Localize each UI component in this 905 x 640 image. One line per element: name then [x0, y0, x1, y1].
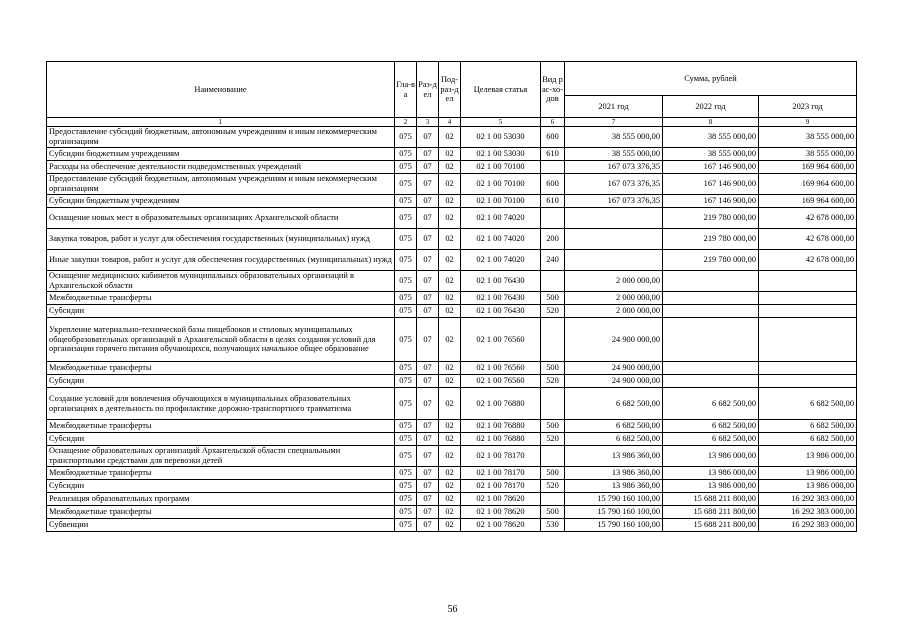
row-amount-2021: 6 682 500,00	[565, 420, 663, 433]
row-target-article: 02 1 00 76560	[461, 318, 541, 362]
row-subsection: 02	[439, 271, 461, 292]
table-row	[47, 519, 857, 532]
row-name: Субсидии бюджетным учреждениям	[47, 195, 395, 208]
row-name: Расходы на обеспечение деятельности подведомственных учреждений	[47, 161, 395, 174]
row-name: Субвенции	[47, 519, 395, 532]
row-amount-2022: 219 780 000,00	[663, 208, 759, 229]
row-target-article: 02 1 00 70100	[461, 174, 541, 195]
row-subsection: 02	[439, 305, 461, 318]
row-amount-2021: 24 900 000,00	[565, 318, 663, 362]
row-subsection: 02	[439, 375, 461, 388]
row-amount-2022	[663, 318, 759, 362]
row-name: Межбюджетные трансферты	[47, 420, 395, 433]
row-subsection: 02	[439, 208, 461, 229]
row-amount-2021: 38 555 000,00	[565, 148, 663, 161]
row-chapter: 075	[395, 250, 417, 271]
row-subsection: 02	[439, 161, 461, 174]
row-section: 07	[417, 318, 439, 362]
row-target-article: 02 1 00 53030	[461, 148, 541, 161]
row-subsection: 02	[439, 292, 461, 305]
table-row	[47, 250, 857, 271]
row-target-article: 02 1 00 74020	[461, 229, 541, 250]
row-target-article: 02 1 00 78620	[461, 506, 541, 519]
row-subsection: 02	[439, 446, 461, 467]
row-name: Межбюджетные трансферты	[47, 292, 395, 305]
row-amount-2023	[759, 362, 857, 375]
row-amount-2023: 6 682 500,00	[759, 420, 857, 433]
header-chapter: Гла-ва	[395, 62, 417, 118]
row-chapter: 075	[395, 362, 417, 375]
row-amount-2022: 13 986 000,00	[663, 480, 759, 493]
row-amount-2023: 169 964 600,00	[759, 161, 857, 174]
row-amount-2023	[759, 318, 857, 362]
row-amount-2022: 219 780 000,00	[663, 229, 759, 250]
row-amount-2021	[565, 208, 663, 229]
row-expense-type	[541, 388, 565, 420]
table-row	[47, 127, 857, 148]
row-amount-2022: 38 555 000,00	[663, 148, 759, 161]
row-chapter: 075	[395, 174, 417, 195]
row-expense-type: 200	[541, 229, 565, 250]
row-expense-type: 500	[541, 467, 565, 480]
row-section: 07	[417, 433, 439, 446]
column-number: 7	[565, 118, 663, 127]
row-amount-2022	[663, 292, 759, 305]
row-amount-2021: 2 000 000,00	[565, 271, 663, 292]
row-expense-type: 610	[541, 195, 565, 208]
table-row	[47, 195, 857, 208]
table-row	[47, 305, 857, 318]
row-chapter: 075	[395, 480, 417, 493]
row-amount-2022: 167 146 900,00	[663, 195, 759, 208]
row-section: 07	[417, 229, 439, 250]
row-chapter: 075	[395, 305, 417, 318]
column-number: 3	[417, 118, 439, 127]
row-chapter: 075	[395, 420, 417, 433]
row-subsection: 02	[439, 433, 461, 446]
row-section: 07	[417, 467, 439, 480]
row-target-article: 02 1 00 78170	[461, 467, 541, 480]
row-target-article: 02 1 00 76560	[461, 375, 541, 388]
header-sum: Сумма, рублей	[565, 62, 857, 96]
row-amount-2023: 42 678 000,00	[759, 208, 857, 229]
row-amount-2021: 6 682 500,00	[565, 433, 663, 446]
row-target-article: 02 1 00 78620	[461, 493, 541, 506]
row-section: 07	[417, 506, 439, 519]
row-name: Создание условий для вовлечения обучающихся в муниципальных образовательных организациях в деятельность по профилактике дорожно-транспортного травматизма	[47, 388, 395, 420]
table-row	[47, 271, 857, 292]
row-chapter: 075	[395, 375, 417, 388]
row-chapter: 075	[395, 148, 417, 161]
row-section: 07	[417, 362, 439, 375]
row-amount-2021: 167 073 376,35	[565, 174, 663, 195]
row-expense-type: 600	[541, 174, 565, 195]
row-section: 07	[417, 292, 439, 305]
row-chapter: 075	[395, 506, 417, 519]
table-row	[47, 208, 857, 229]
row-target-article: 02 1 00 53030	[461, 127, 541, 148]
row-name: Закупка товаров, работ и услуг для обеспечения государственных (муниципальных) нужд	[47, 229, 395, 250]
row-expense-type: 520	[541, 480, 565, 493]
row-name: Субсидии бюджетным учреждениям	[47, 148, 395, 161]
header-2022: 2022 год	[663, 96, 759, 118]
row-chapter: 075	[395, 229, 417, 250]
table-row	[47, 375, 857, 388]
row-amount-2023: 16 292 383 000,00	[759, 506, 857, 519]
row-amount-2022	[663, 375, 759, 388]
row-expense-type: 520	[541, 433, 565, 446]
row-amount-2023: 16 292 383 000,00	[759, 519, 857, 532]
row-subsection: 02	[439, 148, 461, 161]
table-row	[47, 506, 857, 519]
row-expense-type: 530	[541, 519, 565, 532]
row-target-article: 02 1 00 76880	[461, 388, 541, 420]
row-amount-2022: 15 688 211 800,00	[663, 519, 759, 532]
table-row	[47, 148, 857, 161]
row-subsection: 02	[439, 388, 461, 420]
table-row	[47, 480, 857, 493]
row-name: Оснащение новых мест в образовательных организациях Архангельской области	[47, 208, 395, 229]
row-amount-2023: 13 986 000,00	[759, 446, 857, 467]
row-amount-2022: 167 146 900,00	[663, 161, 759, 174]
row-amount-2023: 169 964 600,00	[759, 195, 857, 208]
row-amount-2023	[759, 375, 857, 388]
row-section: 07	[417, 250, 439, 271]
column-number: 4	[439, 118, 461, 127]
table-row	[47, 467, 857, 480]
row-chapter: 075	[395, 271, 417, 292]
row-target-article: 02 1 00 76880	[461, 433, 541, 446]
header-name: Наименование	[47, 62, 395, 118]
row-section: 07	[417, 480, 439, 493]
row-amount-2021	[565, 250, 663, 271]
row-name: Межбюджетные трансферты	[47, 506, 395, 519]
row-expense-type	[541, 271, 565, 292]
row-chapter: 075	[395, 318, 417, 362]
row-expense-type	[541, 318, 565, 362]
row-target-article: 02 1 00 70100	[461, 195, 541, 208]
row-expense-type: 600	[541, 127, 565, 148]
row-amount-2022: 13 986 000,00	[663, 446, 759, 467]
row-name: Субсидии	[47, 480, 395, 493]
table-body	[47, 127, 857, 532]
header-subsection: Под-раз-дел	[439, 62, 461, 118]
row-amount-2023: 13 986 000,00	[759, 467, 857, 480]
row-name: Субсидии	[47, 305, 395, 318]
row-name: Иные закупки товаров, работ и услуг для обеспечения государственных (муниципальных) нужд	[47, 250, 395, 271]
row-target-article: 02 1 00 74020	[461, 250, 541, 271]
row-section: 07	[417, 305, 439, 318]
row-amount-2021: 24 900 000,00	[565, 362, 663, 375]
column-number: 5	[461, 118, 541, 127]
table-row	[47, 493, 857, 506]
row-chapter: 075	[395, 467, 417, 480]
row-amount-2022: 38 555 000,00	[663, 127, 759, 148]
row-expense-type	[541, 446, 565, 467]
row-name: Предоставление субсидий бюджетным, автономным учреждениям и иным некоммерческим организациям	[47, 174, 395, 195]
row-section: 07	[417, 161, 439, 174]
row-subsection: 02	[439, 506, 461, 519]
header-target: Целевая статья	[461, 62, 541, 118]
row-amount-2021: 6 682 500,00	[565, 388, 663, 420]
table-row	[47, 318, 857, 362]
row-name: Предоставление субсидий бюджетным, автономным учреждениям и иным некоммерческим организациям	[47, 127, 395, 148]
header-2021: 2021 год	[565, 96, 663, 118]
row-amount-2021: 38 555 000,00	[565, 127, 663, 148]
row-amount-2021: 13 986 360,00	[565, 467, 663, 480]
row-subsection: 02	[439, 318, 461, 362]
table-row	[47, 388, 857, 420]
row-amount-2023: 169 964 600,00	[759, 174, 857, 195]
table-row	[47, 362, 857, 375]
column-number: 6	[541, 118, 565, 127]
row-amount-2023: 42 678 000,00	[759, 250, 857, 271]
row-name: Оснащение медицинских кабинетов муниципальных образовательных организаций в Архангельской области	[47, 271, 395, 292]
row-section: 07	[417, 493, 439, 506]
row-subsection: 02	[439, 250, 461, 271]
row-amount-2023: 38 555 000,00	[759, 127, 857, 148]
column-number: 1	[47, 118, 395, 127]
row-expense-type	[541, 493, 565, 506]
column-number: 9	[759, 118, 857, 127]
row-chapter: 075	[395, 161, 417, 174]
row-expense-type: 610	[541, 148, 565, 161]
row-target-article: 02 1 00 78170	[461, 480, 541, 493]
row-subsection: 02	[439, 420, 461, 433]
row-amount-2021: 13 986 360,00	[565, 480, 663, 493]
row-amount-2021	[565, 229, 663, 250]
row-target-article: 02 1 00 76430	[461, 271, 541, 292]
row-amount-2021: 2 000 000,00	[565, 292, 663, 305]
header-expense-type: Вид рас-хо-дов	[541, 62, 565, 118]
row-amount-2022	[663, 271, 759, 292]
row-amount-2022: 6 682 500,00	[663, 433, 759, 446]
row-subsection: 02	[439, 229, 461, 250]
row-amount-2022: 6 682 500,00	[663, 420, 759, 433]
row-chapter: 075	[395, 493, 417, 506]
table-row	[47, 446, 857, 467]
row-amount-2023	[759, 271, 857, 292]
row-expense-type: 500	[541, 506, 565, 519]
row-amount-2022	[663, 362, 759, 375]
row-amount-2023: 13 986 000,00	[759, 480, 857, 493]
row-target-article: 02 1 00 76560	[461, 362, 541, 375]
row-target-article: 02 1 00 78170	[461, 446, 541, 467]
row-amount-2022: 219 780 000,00	[663, 250, 759, 271]
column-number: 8	[663, 118, 759, 127]
row-name: Межбюджетные трансферты	[47, 467, 395, 480]
row-name: Оснащение образовательных организаций Архангельской области специальными транспортными средствами для перевозки детей	[47, 446, 395, 467]
row-amount-2023: 42 678 000,00	[759, 229, 857, 250]
column-number: 2	[395, 118, 417, 127]
row-section: 07	[417, 519, 439, 532]
row-chapter: 075	[395, 292, 417, 305]
table-row	[47, 292, 857, 305]
row-amount-2022: 15 688 211 800,00	[663, 493, 759, 506]
row-expense-type: 240	[541, 250, 565, 271]
row-expense-type: 520	[541, 375, 565, 388]
column-numbers-row	[47, 118, 857, 127]
table-header	[47, 62, 857, 127]
row-target-article: 02 1 00 76880	[461, 420, 541, 433]
row-amount-2021: 167 073 376,35	[565, 195, 663, 208]
table-row	[47, 161, 857, 174]
row-subsection: 02	[439, 480, 461, 493]
row-amount-2021: 13 986 360,00	[565, 446, 663, 467]
row-section: 07	[417, 195, 439, 208]
row-expense-type	[541, 208, 565, 229]
row-name: Реализация образовательных программ	[47, 493, 395, 506]
budget-table	[46, 61, 857, 532]
row-expense-type: 500	[541, 420, 565, 433]
row-subsection: 02	[439, 493, 461, 506]
row-amount-2023: 38 555 000,00	[759, 148, 857, 161]
row-section: 07	[417, 446, 439, 467]
row-section: 07	[417, 388, 439, 420]
row-subsection: 02	[439, 174, 461, 195]
row-subsection: 02	[439, 519, 461, 532]
page-number: 56	[447, 604, 458, 615]
row-chapter: 075	[395, 208, 417, 229]
row-amount-2022: 15 688 211 800,00	[663, 506, 759, 519]
row-section: 07	[417, 127, 439, 148]
row-target-article: 02 1 00 78620	[461, 519, 541, 532]
row-amount-2021: 24 900 000,00	[565, 375, 663, 388]
header-2023: 2023 год	[759, 96, 857, 118]
row-amount-2021: 15 790 160 100,00	[565, 519, 663, 532]
row-amount-2021: 15 790 160 100,00	[565, 506, 663, 519]
row-amount-2023	[759, 292, 857, 305]
row-target-article: 02 1 00 74020	[461, 208, 541, 229]
row-section: 07	[417, 271, 439, 292]
row-chapter: 075	[395, 433, 417, 446]
row-amount-2021: 2 000 000,00	[565, 305, 663, 318]
row-section: 07	[417, 375, 439, 388]
row-section: 07	[417, 148, 439, 161]
row-target-article: 02 1 00 76430	[461, 292, 541, 305]
row-name: Межбюджетные трансферты	[47, 362, 395, 375]
row-expense-type	[541, 161, 565, 174]
row-section: 07	[417, 174, 439, 195]
row-name: Субсидии	[47, 375, 395, 388]
row-amount-2021: 167 073 376,35	[565, 161, 663, 174]
header-section: Раз-дел	[417, 62, 439, 118]
row-expense-type: 500	[541, 292, 565, 305]
row-chapter: 075	[395, 388, 417, 420]
row-target-article: 02 1 00 70100	[461, 161, 541, 174]
row-expense-type: 500	[541, 362, 565, 375]
row-amount-2022: 6 682 500,00	[663, 388, 759, 420]
row-subsection: 02	[439, 195, 461, 208]
row-target-article: 02 1 00 76430	[461, 305, 541, 318]
row-amount-2023: 6 682 500,00	[759, 433, 857, 446]
row-amount-2022: 167 146 900,00	[663, 174, 759, 195]
table-row	[47, 229, 857, 250]
row-subsection: 02	[439, 127, 461, 148]
row-expense-type: 520	[541, 305, 565, 318]
row-chapter: 075	[395, 446, 417, 467]
row-name: Субсидии	[47, 433, 395, 446]
row-chapter: 075	[395, 127, 417, 148]
row-name: Укрепление материально-технической базы пищеблоков и столовых муниципальных общеобразовательных организаций в Архангельской области в целях создания условий для организации горячего питания обучающихся, получающих начальное общее образование	[47, 318, 395, 362]
row-chapter: 075	[395, 519, 417, 532]
table-row	[47, 433, 857, 446]
row-section: 07	[417, 420, 439, 433]
row-amount-2023: 16 292 383 000,00	[759, 493, 857, 506]
row-amount-2022: 13 986 000,00	[663, 467, 759, 480]
row-subsection: 02	[439, 467, 461, 480]
row-chapter: 075	[395, 195, 417, 208]
row-amount-2023: 6 682 500,00	[759, 388, 857, 420]
table-row	[47, 420, 857, 433]
row-amount-2022	[663, 305, 759, 318]
row-section: 07	[417, 208, 439, 229]
row-amount-2023	[759, 305, 857, 318]
table-row	[47, 174, 857, 195]
row-amount-2021: 15 790 160 100,00	[565, 493, 663, 506]
row-subsection: 02	[439, 362, 461, 375]
